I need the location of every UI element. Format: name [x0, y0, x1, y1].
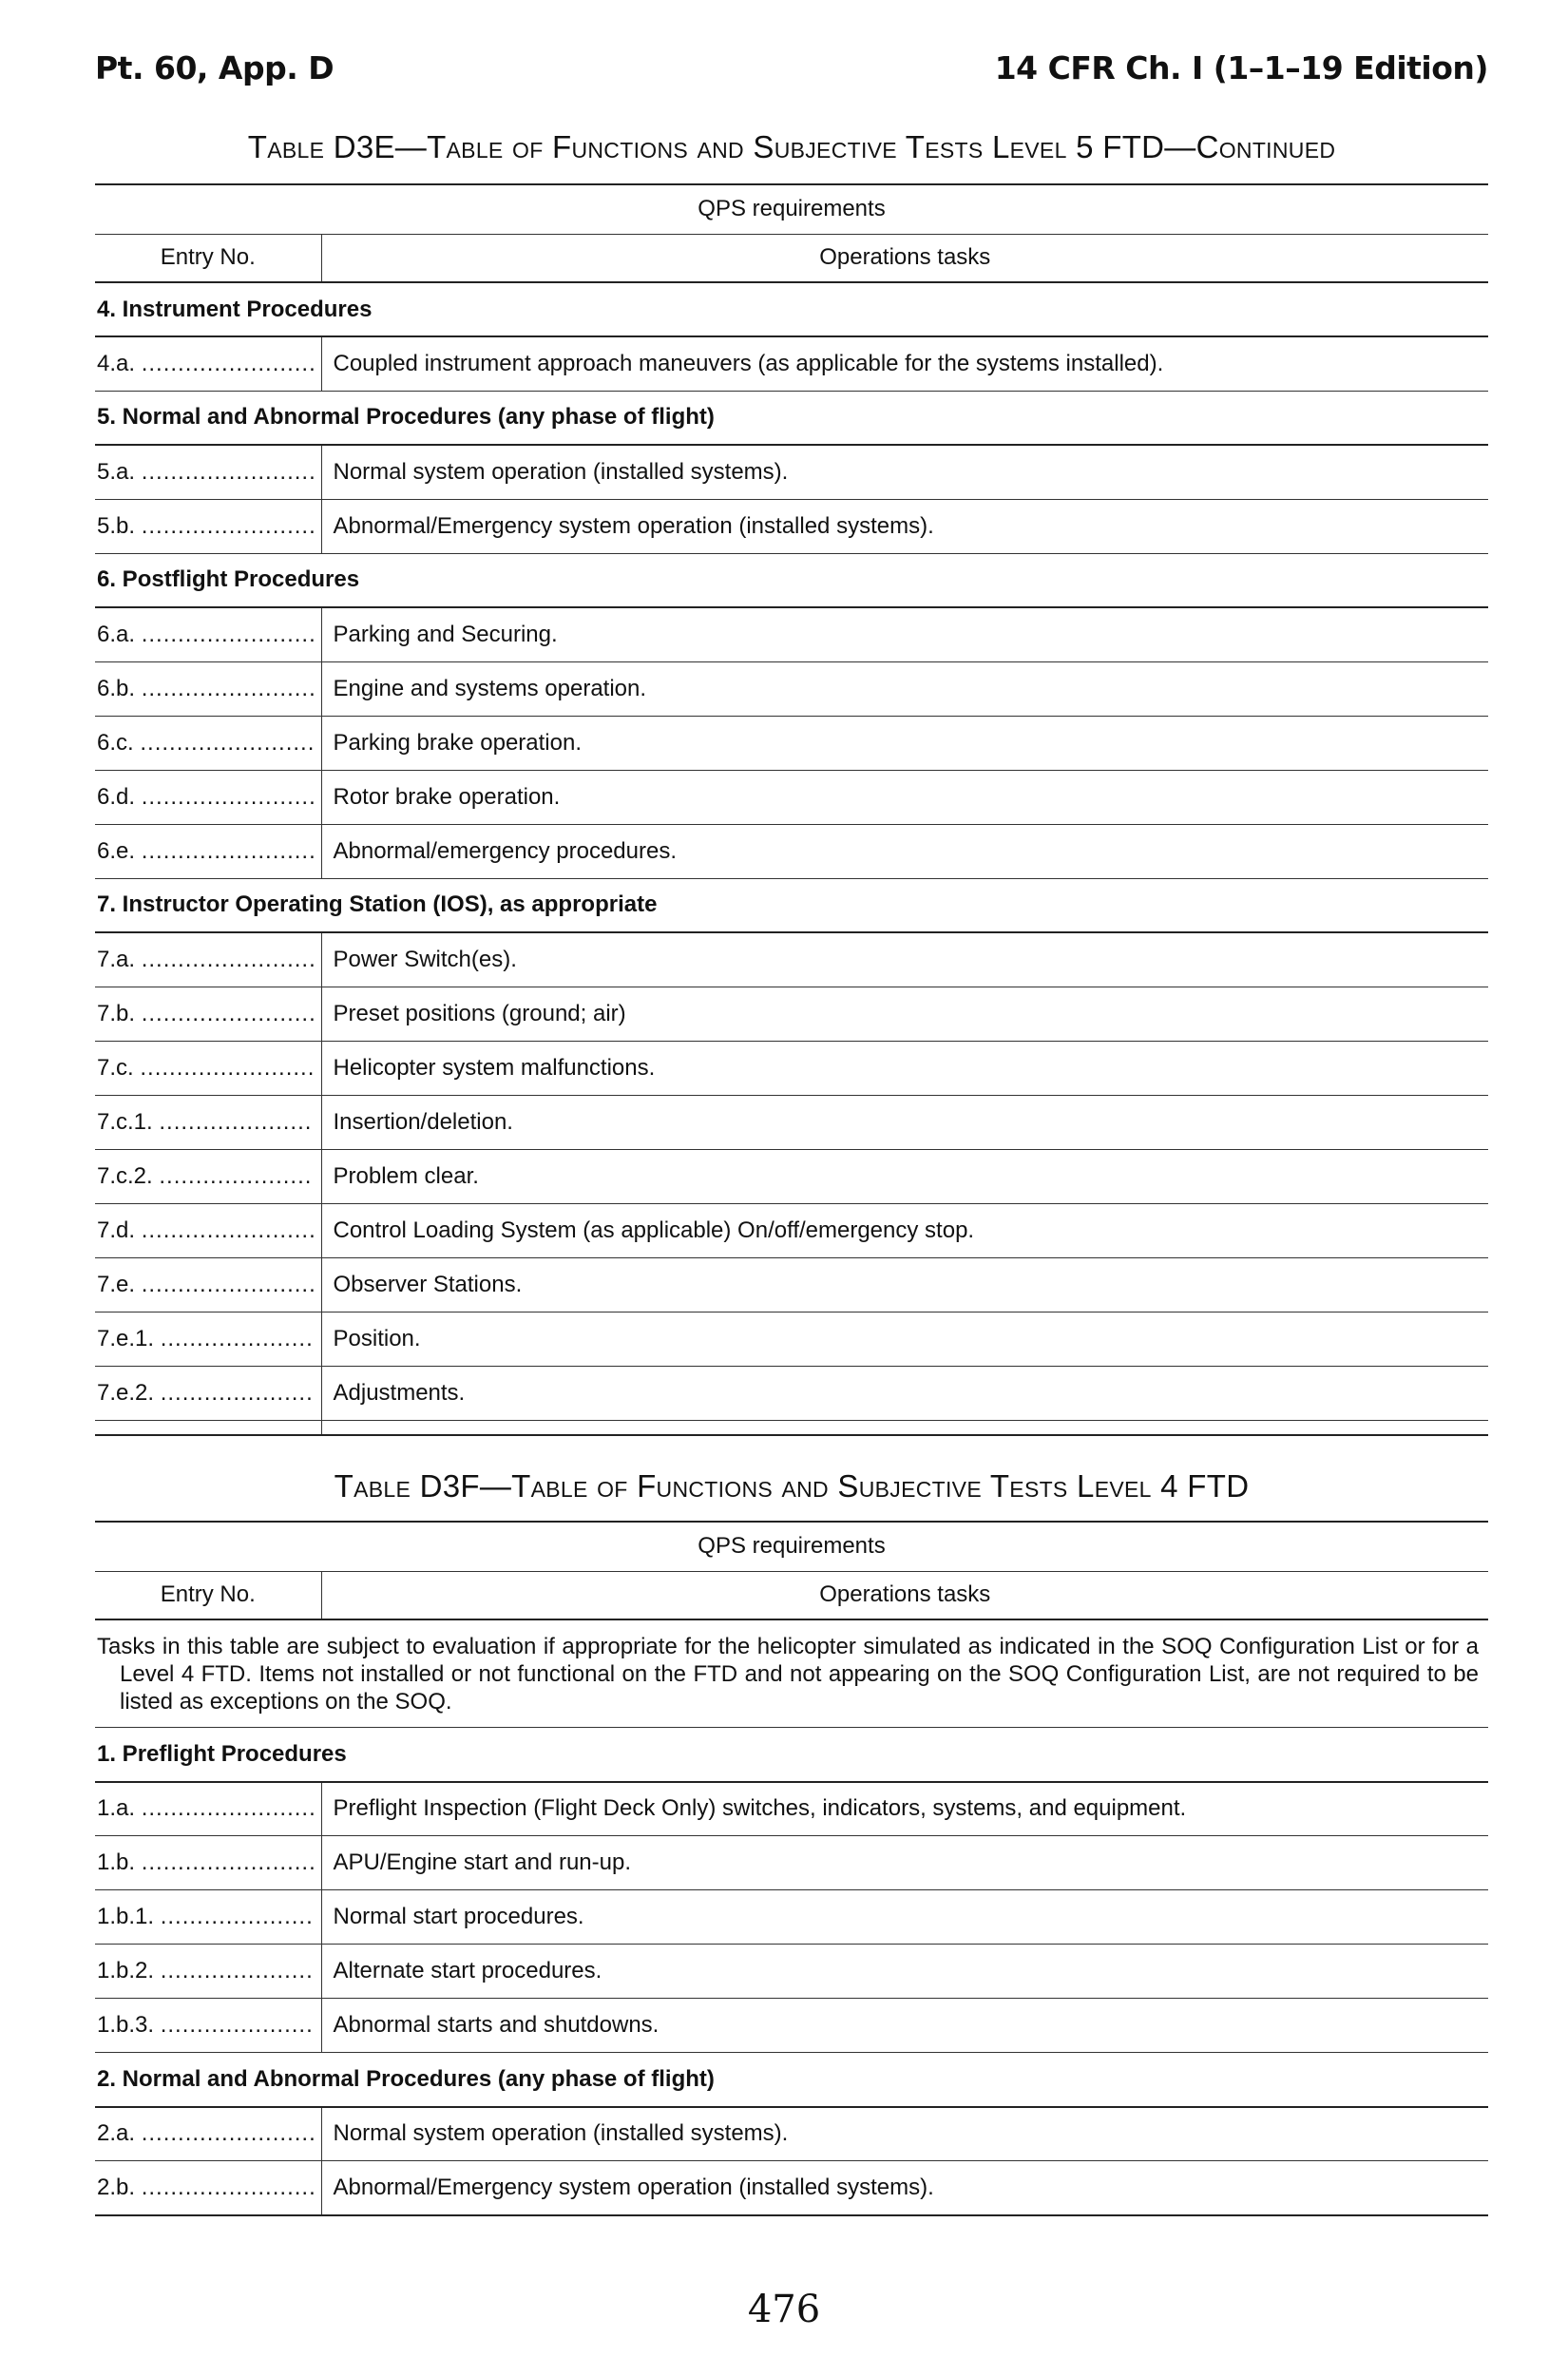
table-row — [95, 1203, 1488, 1257]
leader-dots: ........................ — [140, 729, 316, 756]
leader-dots: ........................ — [141, 2120, 316, 2147]
entry-number-cell — [95, 1095, 321, 1149]
section-title: 6. Postflight Procedures — [95, 553, 1488, 607]
entry-number: 1.b. — [97, 1849, 136, 1875]
operation-task: Normal system operation (installed systems). — [321, 445, 1488, 499]
entry-number-cell — [95, 770, 321, 824]
section-title: 5. Normal and Abnormal Procedures (any phase of flight) — [95, 391, 1488, 445]
qps-requirements-label: QPS requirements — [95, 184, 1488, 234]
section-header-row — [95, 1728, 1488, 1782]
entry-number-cell — [95, 1782, 321, 1836]
table-row — [95, 1836, 1488, 1890]
section-title: 7. Instructor Operating Station (IOS), as appropriate — [95, 878, 1488, 932]
entry-number-cell — [95, 1890, 321, 1945]
section-header-row — [95, 2053, 1488, 2107]
table-row — [95, 987, 1488, 1041]
entry-number-cell — [95, 987, 321, 1041]
leader-dots: ........................ — [141, 458, 316, 485]
section-title: 4. Instrument Procedures — [95, 282, 1488, 336]
entry-number: 6.c. — [97, 729, 134, 756]
part-reference: Pt. 60, App. D — [95, 49, 335, 86]
table-end-cell — [95, 1420, 321, 1435]
leader-dots: ........................ — [141, 350, 316, 376]
entry-number-cell — [95, 2107, 321, 2161]
leader-dots: ..................... — [160, 1904, 314, 1929]
table-row — [95, 770, 1488, 824]
operation-task: Parking and Securing. — [321, 607, 1488, 661]
entry-number-cell — [95, 1999, 321, 2053]
leader-dots: ........................ — [141, 621, 316, 647]
table-note: Tasks in this table are subject to evaluation if appropriate for the helicopter simulated as indicated in the SOQ Configuration List or for a Level 4 FTD. Items not installed or not functional on the FTD and not appearing on the SOQ Configuration List, are not required to be listed as exceptions on the SOQ. — [97, 1634, 1479, 1715]
operation-task: Abnormal/Emergency system operation (installed systems). — [321, 2161, 1488, 2215]
operation-task: Preflight Inspection (Flight Deck Only) switches, indicators, systems, and equipment. — [321, 1782, 1488, 1836]
table-row — [95, 499, 1488, 553]
operation-task: Normal start procedures. — [321, 1890, 1488, 1945]
section-header-row — [95, 878, 1488, 932]
operation-task: Abnormal/Emergency system operation (installed systems). — [321, 499, 1488, 553]
entry-number-cell — [95, 661, 321, 716]
leader-dots: ..................... — [160, 1325, 314, 1351]
entry-number: 1.b.3. — [97, 2012, 155, 2038]
table-d3e-title: Table D3E—Table of Functions and Subjective Tests Level 5 FTD—Continued — [247, 129, 1336, 164]
entry-number: 1.b.1. — [97, 1904, 155, 1929]
column-header-row — [95, 234, 1488, 282]
operation-task: APU/Engine start and run-up. — [321, 1836, 1488, 1890]
entry-number: 7.e.1. — [97, 1325, 155, 1351]
entry-number-cell — [95, 1041, 321, 1095]
entry-number: 4.a. — [97, 350, 136, 376]
entry-number: 2.a. — [97, 2120, 136, 2147]
entry-number: 7.d. — [97, 1217, 136, 1243]
entry-number: 5.b. — [97, 512, 136, 539]
table-row — [95, 1945, 1488, 1999]
entry-number: 7.c. — [97, 1054, 134, 1081]
table-row — [95, 1095, 1488, 1149]
operation-task: Insertion/deletion. — [321, 1095, 1488, 1149]
leader-dots: ........................ — [141, 1849, 316, 1875]
entry-number: 6.e. — [97, 837, 136, 864]
entry-number: 7.e.2. — [97, 1379, 155, 1406]
operation-task: Helicopter system malfunctions. — [321, 1041, 1488, 1095]
operation-task: Observer Stations. — [321, 1257, 1488, 1312]
entry-number: 1.a. — [97, 1795, 136, 1822]
leader-dots: ........................ — [141, 1271, 316, 1297]
entry-no-header: Entry No. — [95, 1571, 321, 1619]
entry-number-cell — [95, 445, 321, 499]
table-row — [95, 607, 1488, 661]
leader-dots: ..................... — [159, 1108, 313, 1135]
leader-dots: ........................ — [141, 946, 316, 972]
leader-dots: ........................ — [141, 675, 316, 701]
entry-number-cell — [95, 1945, 321, 1999]
table-row — [95, 1782, 1488, 1836]
leader-dots: ..................... — [159, 1162, 313, 1189]
cfr-edition: 14 CFR Ch. I (1–1–19 Edition) — [994, 49, 1488, 86]
operation-task: Position. — [321, 1312, 1488, 1366]
entry-number: 7.c.2. — [97, 1162, 153, 1189]
table-d3f-title: Table D3F—Table of Functions and Subjective Tests Level 4 FTD — [334, 1468, 1250, 1504]
operation-task: Engine and systems operation. — [321, 661, 1488, 716]
operation-task: Power Switch(es). — [321, 932, 1488, 987]
table-row — [95, 824, 1488, 878]
column-header-row — [95, 1571, 1488, 1619]
table-end-row — [95, 1420, 1488, 1435]
leader-dots: ........................ — [141, 1000, 316, 1026]
leader-dots: ........................ — [141, 837, 316, 864]
entry-number-cell — [95, 499, 321, 553]
entry-number: 7.a. — [97, 946, 136, 972]
table-d3f — [95, 1521, 1488, 2216]
operation-task: Alternate start procedures. — [321, 1945, 1488, 1999]
section-header-row — [95, 391, 1488, 445]
leader-dots: ........................ — [141, 2174, 316, 2200]
entry-number-cell — [95, 336, 321, 391]
table-row — [95, 1041, 1488, 1095]
table-row — [95, 1312, 1488, 1366]
operation-task: Abnormal/emergency procedures. — [321, 824, 1488, 878]
entry-number-cell — [95, 1366, 321, 1420]
table-row — [95, 2107, 1488, 2161]
entry-number-cell — [95, 932, 321, 987]
entry-number-cell — [95, 1149, 321, 1203]
entry-number-cell — [95, 1203, 321, 1257]
entry-number-cell — [95, 824, 321, 878]
operations-tasks-header: Operations tasks — [321, 234, 1488, 282]
page-header — [95, 49, 1488, 97]
section-title: 1. Preflight Procedures — [95, 1728, 1488, 1782]
table-row — [95, 1366, 1488, 1420]
entry-number: 2.b. — [97, 2174, 136, 2200]
table-d3e-body — [95, 184, 1488, 1435]
entry-number-cell — [95, 1836, 321, 1890]
leader-dots: ........................ — [141, 512, 316, 539]
entry-number: 7.b. — [97, 1000, 136, 1026]
table-row — [95, 716, 1488, 770]
leader-dots: ........................ — [140, 1054, 316, 1081]
table-row — [95, 661, 1488, 716]
table-d3e — [95, 183, 1488, 1436]
leader-dots: ........................ — [141, 1795, 316, 1822]
operation-task: Coupled instrument approach maneuvers (as applicable for the systems installed). — [321, 336, 1488, 391]
entry-number: 5.a. — [97, 458, 136, 485]
leader-dots: ..................... — [160, 1379, 314, 1406]
table-row — [95, 445, 1488, 499]
entry-number: 6.b. — [97, 675, 136, 701]
table-row — [95, 1890, 1488, 1945]
table-row — [95, 1999, 1488, 2053]
qps-requirements-header — [95, 1522, 1488, 1571]
operation-task: Normal system operation (installed systems). — [321, 2107, 1488, 2161]
operation-task: Parking brake operation. — [321, 716, 1488, 770]
operation-task: Control Loading System (as applicable) On/off/emergency stop. — [321, 1203, 1488, 1257]
table-row — [95, 336, 1488, 391]
table-row — [95, 932, 1488, 987]
section-header-row — [95, 282, 1488, 336]
operation-task: Preset positions (ground; air) — [321, 987, 1488, 1041]
operations-tasks-header: Operations tasks — [321, 1571, 1488, 1619]
entry-number-cell — [95, 607, 321, 661]
section-header-row — [95, 553, 1488, 607]
entry-number: 6.d. — [97, 783, 136, 810]
table-row — [95, 1257, 1488, 1312]
leader-dots: ..................... — [160, 2012, 314, 2038]
table-row — [95, 2161, 1488, 2215]
table-end-cell — [321, 1420, 1488, 1435]
entry-number: 7.c.1. — [97, 1108, 153, 1135]
table-note-row — [95, 1619, 1488, 1728]
entry-number: 6.a. — [97, 621, 136, 647]
page-number: 476 — [747, 2288, 821, 2331]
table-note-cell — [95, 1619, 1488, 1728]
leader-dots: ........................ — [141, 1217, 316, 1243]
leader-dots: ........................ — [141, 783, 316, 810]
entry-number-cell — [95, 2161, 321, 2215]
qps-requirements-label: QPS requirements — [95, 1522, 1488, 1571]
operation-task: Adjustments. — [321, 1366, 1488, 1420]
qps-requirements-header — [95, 184, 1488, 234]
entry-no-header: Entry No. — [95, 234, 321, 282]
entry-number-cell — [95, 716, 321, 770]
leader-dots: ..................... — [160, 1958, 314, 1983]
table-row — [95, 1149, 1488, 1203]
entry-number-cell — [95, 1257, 321, 1312]
operation-task: Problem clear. — [321, 1149, 1488, 1203]
operation-task: Rotor brake operation. — [321, 770, 1488, 824]
entry-number: 1.b.2. — [97, 1958, 155, 1983]
entry-number-cell — [95, 1312, 321, 1366]
entry-number: 7.e. — [97, 1271, 136, 1297]
table-d3f-body — [95, 1522, 1488, 2215]
section-title: 2. Normal and Abnormal Procedures (any phase of flight) — [95, 2053, 1488, 2107]
operation-task: Abnormal starts and shutdowns. — [321, 1999, 1488, 2053]
